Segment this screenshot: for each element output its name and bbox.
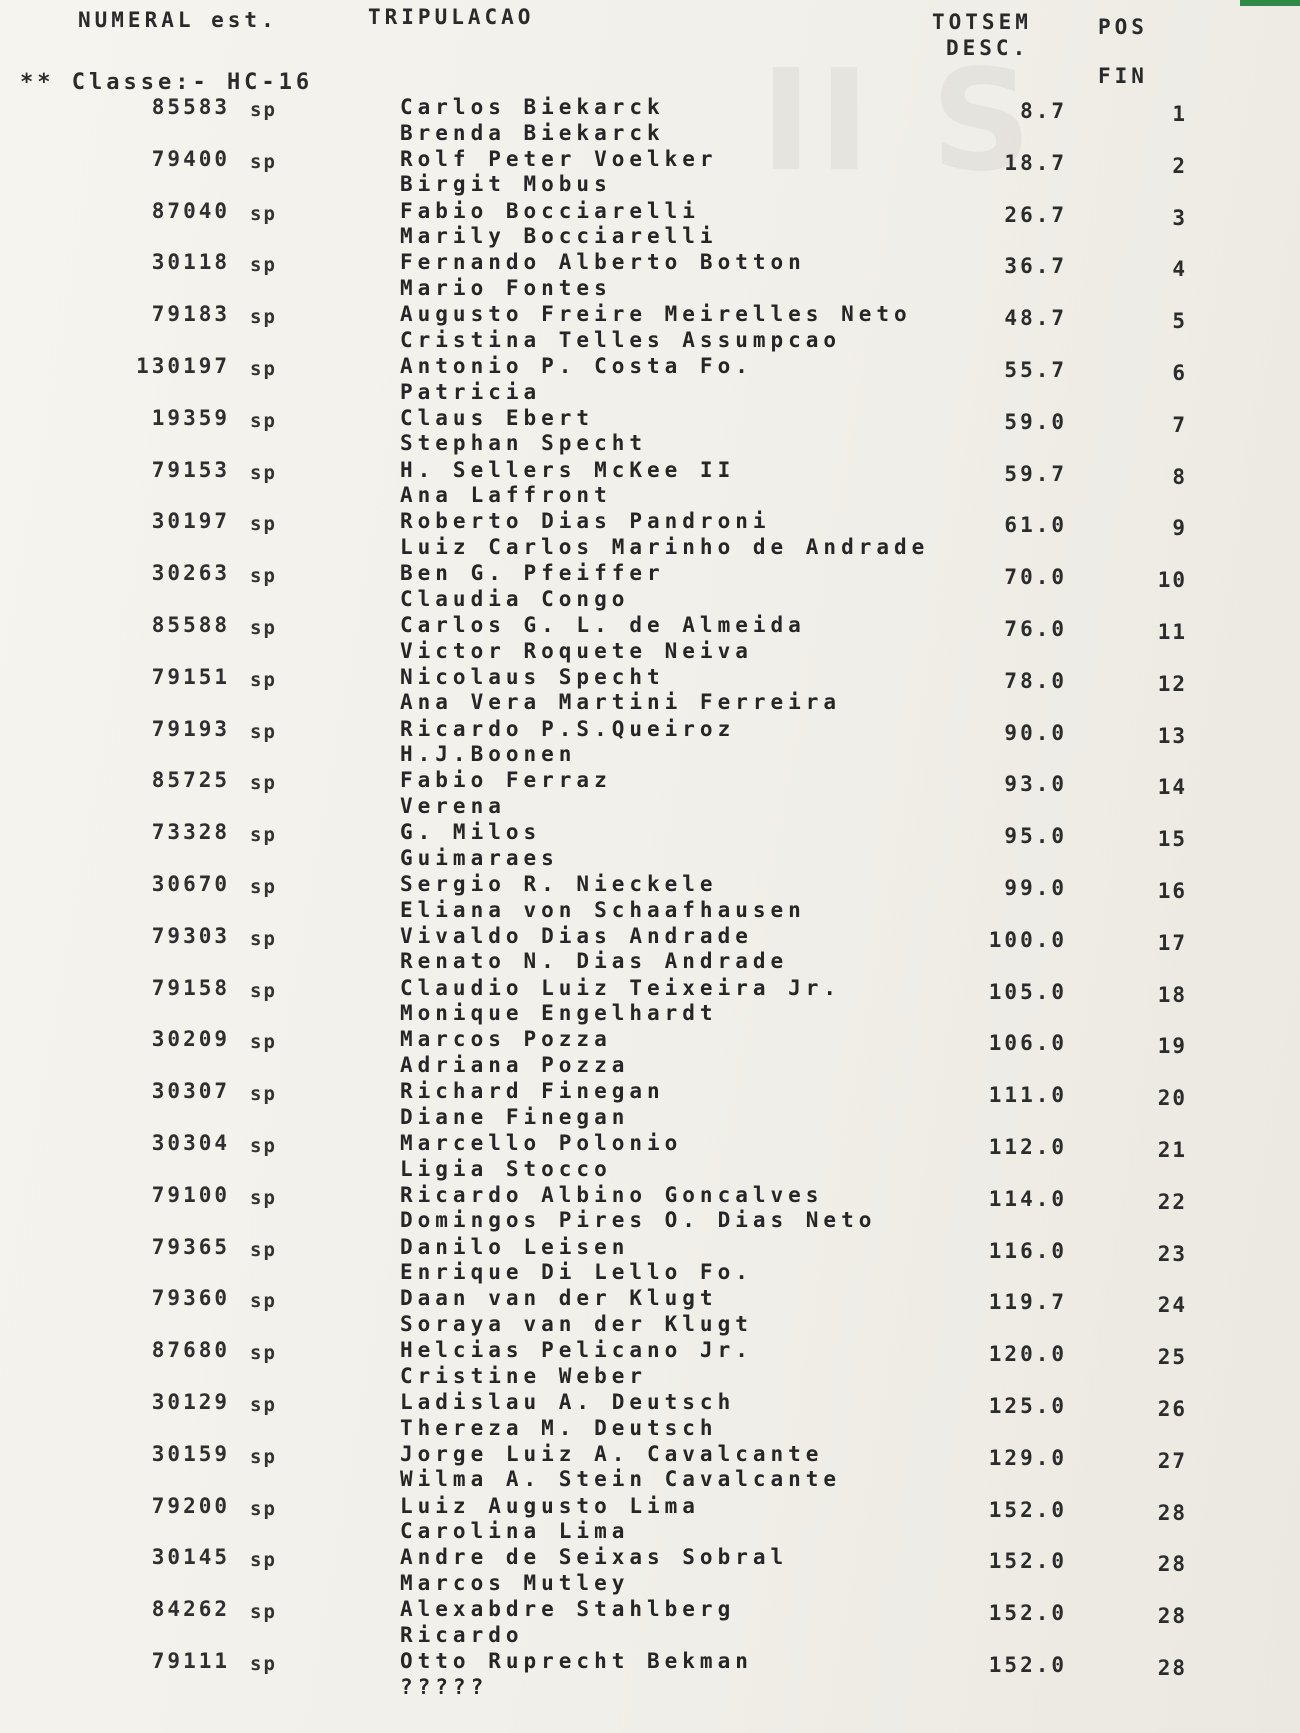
green-edge — [1240, 0, 1300, 6]
final-position: 17 — [1157, 930, 1187, 955]
crew-names — [400, 1286, 753, 1337]
state-code: sp — [250, 1497, 277, 1520]
crew-names — [400, 1338, 753, 1389]
total-points: 70.0 — [1004, 565, 1067, 590]
total-points: 106.0 — [988, 1031, 1067, 1056]
skipper-name: G. Milos — [400, 820, 542, 845]
sail-number: 87680 — [151, 1338, 230, 1363]
total-points: 152.0 — [988, 1497, 1067, 1522]
state-code: sp — [250, 1601, 277, 1624]
final-position: 4 — [1172, 257, 1187, 282]
crew-name: Birgit Mobus — [400, 172, 612, 197]
skipper-name: Fabio Bocciarelli — [400, 198, 700, 223]
result-row — [0, 354, 1300, 405]
final-position: 13 — [1157, 723, 1187, 748]
final-position: 18 — [1157, 982, 1187, 1007]
crew-name: Verena — [400, 793, 506, 818]
result-row — [0, 768, 1300, 819]
final-position: 25 — [1157, 1345, 1187, 1370]
total-points: 99.0 — [1004, 876, 1067, 900]
crew-name: Ligia Stocco — [400, 1156, 612, 1181]
crew-names — [400, 1597, 735, 1648]
crew-name: Eliana von Schaafhausen — [400, 897, 806, 922]
result-row — [0, 1027, 1300, 1078]
skipper-name: Roberto Dias Pandroni — [400, 509, 771, 534]
final-position: 12 — [1157, 671, 1187, 696]
state-code: sp — [250, 565, 277, 588]
result-row — [0, 820, 1300, 871]
total-points: 114.0 — [988, 1186, 1067, 1211]
crew-names — [400, 768, 612, 819]
sail-number: 30304 — [151, 1131, 230, 1155]
skipper-name: Augusto Freire Meirelles Neto — [400, 302, 912, 327]
state-code: sp — [250, 358, 277, 380]
crew-name: Ricardo — [400, 1622, 524, 1647]
state-code: sp — [250, 876, 277, 898]
crew-name: Brenda Biekarck — [400, 120, 665, 145]
total-points: 18.7 — [1004, 150, 1067, 175]
final-position: 6 — [1172, 361, 1187, 385]
final-position: 7 — [1172, 412, 1187, 437]
state-code: sp — [250, 461, 277, 484]
total-points: 48.7 — [1004, 306, 1067, 331]
skipper-name: H. Sellers McKee II — [400, 457, 736, 482]
header-pos-2: FIN — [1098, 64, 1148, 88]
skipper-name: Luiz Augusto Lima — [400, 1493, 700, 1518]
header-pos-1: POS — [1098, 15, 1148, 39]
total-points: 129.0 — [988, 1445, 1067, 1470]
crew-names — [400, 717, 735, 768]
state-code: sp — [250, 1186, 277, 1209]
sail-number: 30307 — [151, 1079, 230, 1104]
crew-name: Patricia — [400, 379, 542, 404]
result-row — [0, 1338, 1300, 1389]
crew-names — [400, 1183, 876, 1234]
skipper-name: Marcello Polonio — [400, 1131, 683, 1155]
skipper-name: Daan van der Klugt — [400, 1286, 718, 1311]
final-position: 28 — [1157, 1656, 1187, 1680]
state-code: sp — [250, 513, 277, 536]
final-position: 1 — [1172, 102, 1187, 126]
state-code: sp — [250, 254, 277, 277]
crew-names — [400, 95, 665, 146]
sail-number: 79303 — [151, 923, 230, 948]
skipper-name: Fernando Alberto Botton — [400, 250, 806, 275]
result-row — [0, 1079, 1300, 1130]
result-row — [0, 1183, 1300, 1234]
final-position: 28 — [1157, 1604, 1187, 1629]
sail-number: 30670 — [151, 872, 230, 896]
skipper-name: Marcos Pozza — [400, 1027, 612, 1052]
sail-number: 73328 — [151, 820, 230, 845]
sail-number: 130197 — [136, 354, 230, 378]
sail-number: 79365 — [151, 1234, 230, 1259]
crew-names — [400, 613, 806, 664]
crew-names — [400, 976, 841, 1027]
crew-name: Thereza M. Deutsch — [400, 1415, 718, 1440]
crew-names — [400, 1390, 735, 1441]
crew-names — [400, 302, 912, 353]
total-points: 36.7 — [1004, 254, 1067, 279]
sail-number: 30145 — [151, 1545, 230, 1570]
result-row — [0, 509, 1300, 560]
total-points: 90.0 — [1004, 720, 1067, 745]
skipper-name: Antonio P. Costa Fo. — [400, 354, 753, 378]
sail-number: 87040 — [151, 198, 230, 223]
crew-name: Ana Laffront — [400, 483, 612, 508]
final-position: 16 — [1157, 879, 1187, 903]
state-code: sp — [250, 772, 277, 795]
crew-name: Cristine Weber — [400, 1363, 648, 1388]
state-code: sp — [250, 927, 277, 950]
sail-number: 30129 — [151, 1390, 230, 1414]
final-position: 22 — [1157, 1189, 1187, 1214]
total-points: 125.0 — [988, 1394, 1067, 1418]
skipper-name: Claus Ebert — [400, 405, 595, 430]
sail-number: 79400 — [151, 146, 230, 171]
total-points: 93.0 — [1004, 772, 1067, 797]
sail-number: 30263 — [151, 561, 230, 586]
state-code: sp — [250, 1549, 277, 1572]
sail-number: 79100 — [151, 1182, 230, 1207]
crew-name: Soraya van der Klugt — [400, 1311, 753, 1336]
sail-number: 79153 — [151, 457, 230, 482]
crew-name: Guimaraes — [400, 845, 559, 870]
crew-names — [400, 820, 559, 871]
state-code: sp — [250, 1290, 277, 1313]
total-points: 78.0 — [1004, 668, 1067, 693]
skipper-name: Jorge Luiz A. Cavalcante — [400, 1441, 824, 1466]
sail-number: 79360 — [151, 1286, 230, 1311]
result-row — [0, 613, 1300, 664]
state-code: sp — [250, 1083, 277, 1106]
final-position: 20 — [1157, 1086, 1187, 1111]
crew-names — [400, 1649, 753, 1700]
sail-number: 79193 — [151, 716, 230, 741]
final-position: 26 — [1157, 1397, 1187, 1421]
skipper-name: Rolf Peter Voelker — [400, 146, 718, 171]
state-code: sp — [250, 668, 277, 691]
crew-name: Enrique Di Lello Fo. — [400, 1260, 753, 1285]
skipper-name: Ladislau A. Deutsch — [400, 1390, 736, 1414]
result-row — [0, 1235, 1300, 1286]
result-row — [0, 561, 1300, 612]
result-row — [0, 250, 1300, 301]
state-code: sp — [250, 1445, 277, 1468]
final-position: 2 — [1172, 153, 1187, 178]
crew-name: Stephan Specht — [400, 431, 648, 456]
crew-names — [400, 406, 647, 457]
total-points: 76.0 — [1004, 617, 1067, 641]
final-position: 15 — [1157, 827, 1187, 852]
result-row — [0, 924, 1300, 975]
skipper-name: Ricardo Albino Goncalves — [400, 1182, 824, 1207]
result-row — [0, 1545, 1300, 1596]
final-position: 24 — [1157, 1293, 1187, 1318]
result-row — [0, 976, 1300, 1027]
crew-name: Mario Fontes — [400, 275, 612, 300]
state-code: sp — [250, 1135, 277, 1157]
result-row — [0, 302, 1300, 353]
crew-names — [400, 924, 788, 975]
sail-number: 79183 — [151, 302, 230, 327]
skipper-name: Alexabdre Stahlberg — [400, 1597, 736, 1622]
total-points: 152.0 — [988, 1601, 1067, 1626]
state-code: sp — [250, 99, 277, 121]
crew-name: ????? — [400, 1674, 489, 1699]
sail-number: 79200 — [151, 1493, 230, 1518]
state-code: sp — [250, 150, 277, 173]
crew-name: Cristina Telles Assumpcao — [400, 327, 842, 352]
result-row — [0, 1286, 1300, 1337]
crew-names — [400, 354, 753, 405]
sail-number: 79151 — [151, 664, 230, 689]
crew-name: Domingos Pires O. Dias Neto — [400, 1208, 877, 1233]
state-code: sp — [250, 1031, 277, 1054]
final-position: 14 — [1157, 775, 1187, 800]
final-position: 8 — [1172, 464, 1187, 489]
sail-number: 30159 — [151, 1441, 230, 1466]
header-crew: TRIPULACAO — [368, 5, 535, 29]
state-code: sp — [250, 824, 277, 847]
crew-names — [400, 561, 665, 612]
final-position: 23 — [1157, 1241, 1187, 1266]
result-row — [0, 1131, 1300, 1182]
state-code: sp — [250, 1394, 277, 1416]
crew-name: Marily Bocciarelli — [400, 224, 718, 249]
state-code: sp — [250, 1653, 277, 1675]
skipper-name: Claudio Luiz Teixeira Jr. — [400, 975, 842, 1000]
total-points: 152.0 — [988, 1653, 1067, 1677]
total-points: 111.0 — [988, 1083, 1067, 1108]
skipper-name: Fabio Ferraz — [400, 768, 612, 793]
crew-names — [400, 1442, 841, 1493]
result-row — [0, 1442, 1300, 1493]
header-points-1: TOTSEM — [932, 10, 1032, 34]
crew-names — [400, 1079, 665, 1130]
crew-names — [400, 1131, 682, 1182]
skipper-name: Richard Finegan — [400, 1079, 665, 1104]
crew-name: Adriana Pozza — [400, 1052, 630, 1077]
total-points: 55.7 — [1004, 358, 1067, 382]
skipper-name: Danilo Leisen — [400, 1234, 630, 1259]
total-points: 120.0 — [988, 1342, 1067, 1367]
result-row — [0, 1597, 1300, 1648]
final-position: 28 — [1157, 1500, 1187, 1525]
skipper-name: Vivaldo Dias Andrade — [400, 923, 753, 948]
sail-number: 30209 — [151, 1027, 230, 1052]
skipper-name: Carlos Biekarck — [400, 95, 665, 119]
crew-names — [400, 199, 718, 250]
skipper-name: Ben G. Pfeiffer — [400, 561, 665, 586]
skipper-name: Helcias Pelicano Jr. — [400, 1338, 753, 1363]
skipper-name: Sergio R. Nieckele — [400, 872, 718, 896]
crew-names — [400, 509, 929, 560]
state-code: sp — [250, 1342, 277, 1365]
total-points: 116.0 — [988, 1238, 1067, 1263]
result-row — [0, 147, 1300, 198]
final-position: 28 — [1157, 1552, 1187, 1577]
result-row — [0, 717, 1300, 768]
state-code: sp — [250, 617, 277, 639]
crew-name: Carolina Lima — [400, 1519, 630, 1544]
sail-number: 84262 — [151, 1597, 230, 1622]
total-points: 61.0 — [1004, 513, 1067, 538]
crew-names — [400, 147, 718, 198]
result-row — [0, 406, 1300, 457]
crew-names — [400, 1235, 753, 1286]
result-row — [0, 1494, 1300, 1545]
sail-number: 79111 — [151, 1649, 230, 1673]
crew-name: Diane Finegan — [400, 1104, 630, 1129]
result-row — [0, 665, 1300, 716]
crew-name: Victor Roquete Neiva — [400, 638, 753, 663]
crew-name: H.J.Boonen — [400, 742, 577, 767]
sail-number: 19359 — [151, 405, 230, 430]
result-row — [0, 199, 1300, 250]
header-numeral: NUMERAL est. — [78, 8, 278, 32]
final-position: 11 — [1157, 620, 1187, 644]
skipper-name: Otto Ruprecht Bekman — [400, 1649, 753, 1673]
crew-name: Claudia Congo — [400, 586, 630, 611]
total-points: 112.0 — [988, 1135, 1067, 1159]
class-label: ** Classe:- HC-16 — [20, 70, 314, 95]
state-code: sp — [250, 720, 277, 743]
crew-names — [400, 1545, 788, 1596]
final-position: 10 — [1157, 568, 1187, 593]
sail-number: 79158 — [151, 975, 230, 1000]
sail-number: 85583 — [151, 95, 230, 119]
skipper-name: Andre de Seixas Sobral — [400, 1545, 789, 1570]
crew-name: Marcos Mutley — [400, 1570, 630, 1595]
crew-name: Luiz Carlos Marinho de Andrade — [400, 534, 930, 559]
sail-number: 30197 — [151, 509, 230, 534]
total-points: 100.0 — [988, 927, 1067, 952]
crew-names — [400, 1494, 700, 1545]
state-code: sp — [250, 409, 277, 432]
sail-number: 85725 — [151, 768, 230, 793]
final-position: 9 — [1172, 516, 1187, 541]
total-points: 59.0 — [1004, 409, 1067, 434]
final-position: 21 — [1157, 1138, 1187, 1162]
total-points: 95.0 — [1004, 824, 1067, 849]
sail-number: 30118 — [151, 250, 230, 275]
final-position: 5 — [1172, 309, 1187, 334]
result-row — [0, 1390, 1300, 1441]
state-code: sp — [250, 1238, 277, 1261]
state-code: sp — [250, 306, 277, 329]
total-points: 152.0 — [988, 1549, 1067, 1574]
total-points: 105.0 — [988, 979, 1067, 1004]
result-row — [0, 1649, 1300, 1700]
total-points: 26.7 — [1004, 202, 1067, 227]
crew-names — [400, 1027, 629, 1078]
total-points: 8.7 — [1020, 99, 1067, 123]
final-position: 3 — [1172, 205, 1187, 230]
crew-names — [400, 665, 841, 716]
crew-name: Wilma A. Stein Cavalcante — [400, 1467, 842, 1492]
crew-names — [400, 872, 806, 923]
result-row — [0, 872, 1300, 923]
state-code: sp — [250, 979, 277, 1002]
crew-names — [400, 250, 806, 301]
final-position: 27 — [1157, 1448, 1187, 1473]
result-row — [0, 458, 1300, 509]
skipper-name: Nicolaus Specht — [400, 664, 665, 689]
sail-number: 85588 — [151, 613, 230, 637]
result-row — [0, 95, 1300, 146]
crew-name: Monique Engelhardt — [400, 1001, 718, 1026]
state-code: sp — [250, 202, 277, 225]
crew-name: Ana Vera Martini Ferreira — [400, 690, 842, 715]
skipper-name: Ricardo P.S.Queiroz — [400, 716, 736, 741]
total-points: 59.7 — [1004, 461, 1067, 486]
final-position: 19 — [1157, 1034, 1187, 1059]
crew-names — [400, 458, 735, 509]
crew-name: Renato N. Dias Andrade — [400, 949, 789, 974]
header-points-2: DESC. — [946, 36, 1030, 60]
total-points: 119.7 — [988, 1290, 1067, 1315]
skipper-name: Carlos G. L. de Almeida — [400, 613, 806, 637]
